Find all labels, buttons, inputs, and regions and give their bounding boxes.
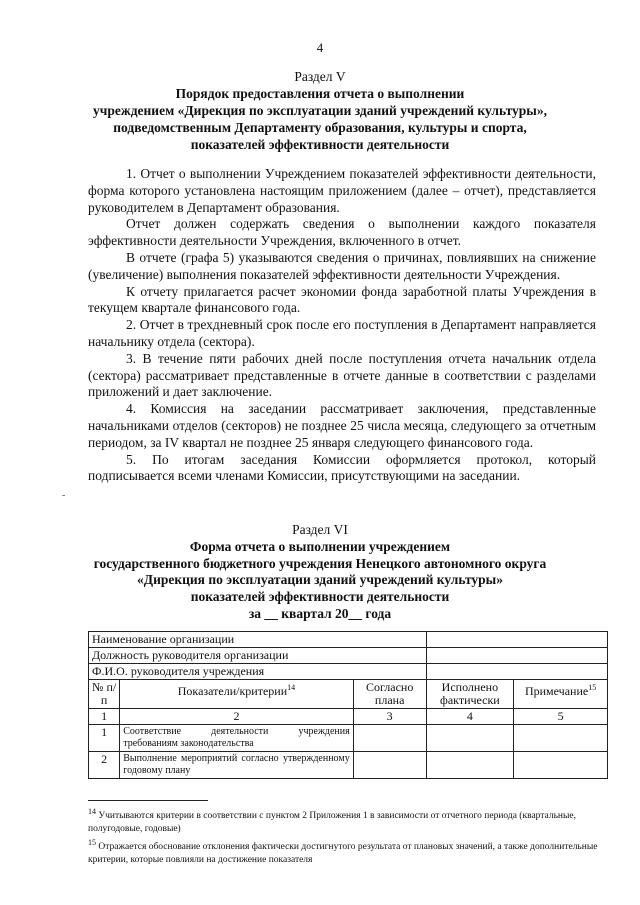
section-5-heading-line: Порядок предоставления отчета о выполнении <box>175 86 465 101</box>
paragraph: 4. Комиссия на заседании рассматривает заключения, представленные начальниками отделов (секторов) не позднее 25 числа месяца, следующего за отчетным периодом, за IV квартал не позднее 25 января следующего финансового года. <box>88 401 596 450</box>
header-note <box>514 680 608 709</box>
footnote-divider <box>88 800 208 801</box>
row-num: 1 <box>89 725 120 752</box>
info-label-organization: Наименование организации <box>89 632 427 648</box>
page-number: 4 <box>316 40 324 55</box>
section-6-heading-line: Форма отчета о выполнении учреждением <box>189 538 451 554</box>
footnotes <box>88 806 604 868</box>
footnote-mark: 15 <box>88 838 96 848</box>
section-6-title: Раздел VI <box>292 522 348 537</box>
column-number: 2 <box>120 709 353 725</box>
section-5-heading <box>70 68 570 153</box>
paragraph: 3. В течение пяти рабочих дней после поступления отчета начальник отдела (сектора) рассматривает представленные в отчете данные в соответствии с разделами приложений и дает заключение. <box>88 350 596 400</box>
section-5-body <box>88 166 596 485</box>
table-row <box>89 752 608 779</box>
section-5-heading-line: показателей эффективности деятельности <box>190 137 450 152</box>
section-6-heading-line: показателей эффективности деятельности <box>190 589 450 605</box>
section-6-heading-line: «Дирекция по эксплуатации зданий учреждений культуры» <box>137 572 503 588</box>
table-row <box>89 664 608 680</box>
paragraph: В отчете (графа 5) указываются сведения о причинах, повлиявших на снижение (увеличение) выполнения показателей эффективности деятельности Учреждения. <box>88 249 596 282</box>
header-fact: Исполнено фактически <box>426 680 514 709</box>
row-indicator: Соответствие деятельности учреждения требованиям законодательства <box>120 725 353 752</box>
paragraph: 1. Отчет о выполнении Учреждением показателей эффективности деятельности, форма которого установлена настоящим приложением (далее – отчет), представляется руководителем в Департамент образования. <box>88 166 596 215</box>
footnote-15 <box>88 837 604 866</box>
column-number: 1 <box>89 709 120 725</box>
section-6-heading <box>70 522 570 623</box>
footnote-mark: 14 <box>88 807 96 816</box>
table-header-row <box>89 680 608 709</box>
section-5-title: Раздел V <box>294 69 346 84</box>
section-6-period-line: за __ квартал 20__ года <box>248 605 392 621</box>
table-row <box>89 632 608 648</box>
header-indicator-label: Показатели/критерии <box>177 684 288 698</box>
footnote-14 <box>88 806 604 835</box>
row-num: 2 <box>89 752 120 779</box>
row-note <box>514 725 608 752</box>
column-number: 3 <box>353 709 426 725</box>
row-fact <box>426 725 514 752</box>
paragraph: К отчету прилагается расчет экономии фонда заработной платы Учреждения в текущем квартале финансового года. <box>88 283 596 316</box>
info-value-head-position <box>426 648 607 664</box>
header-indicator <box>120 680 353 709</box>
header-note-label: Примечание <box>524 684 589 698</box>
footnote-text: Отражается обоснование отклонения фактически достигнутого результата от плановых значений, а также дополнительные критерии, которые повлияли на достижение показателя <box>88 842 598 865</box>
header-plan: Согласно плана <box>353 680 426 709</box>
header-num: № п/п <box>89 680 120 709</box>
paragraph: 5. По итогам заседания Комиссии оформляется протокол, который подписывается всеми членами Комиссии, присутствующими на заседании. <box>88 451 596 484</box>
table-row <box>89 725 608 752</box>
row-plan <box>353 725 426 752</box>
section-6-heading-line: государственного бюджетного учреждения Ненецкого автономного округа <box>93 555 547 571</box>
paragraph: 2. Отчет в трехдневный срок после его поступления в Департамент направляется начальнику отдела (сектора). <box>88 317 596 349</box>
table-row <box>89 648 608 664</box>
footnote-ref-14: 14 <box>287 683 296 692</box>
info-label-head-position: Должность руководителя организации <box>89 648 427 664</box>
info-label-head-name: Ф.И.О. руководителя учреждения <box>89 664 427 680</box>
row-indicator: Выполнение мероприятий согласно утвержденному годовому плану <box>120 752 353 779</box>
column-number-row <box>89 709 608 725</box>
margin-mark: - <box>62 490 66 501</box>
section-5-heading-line: учреждением «Дирекция по эксплуатации зданий учреждений культуры», <box>93 103 547 118</box>
row-fact <box>426 752 514 779</box>
info-value-head-name <box>426 664 607 680</box>
report-form-table <box>88 631 608 779</box>
column-number: 4 <box>426 709 514 725</box>
section-5-heading-line: подведомственным Департаменту образования, культуры и спорта, <box>113 120 527 135</box>
info-value-organization <box>426 632 607 648</box>
paragraph: Отчет должен содержать сведения о выполнении каждого показателя эффективности деятельности Учреждения, включенного в отчет. <box>88 216 596 249</box>
footnote-ref-15: 15 <box>588 683 597 692</box>
footnote-text: Учитываются критерии в соответствии с пунктом 2 Приложения 1 в зависимости от отчетного периода (квартальные, полугодовые, годовые) <box>88 811 576 834</box>
row-plan <box>353 752 426 779</box>
column-number: 5 <box>514 709 608 725</box>
row-note <box>514 752 608 779</box>
